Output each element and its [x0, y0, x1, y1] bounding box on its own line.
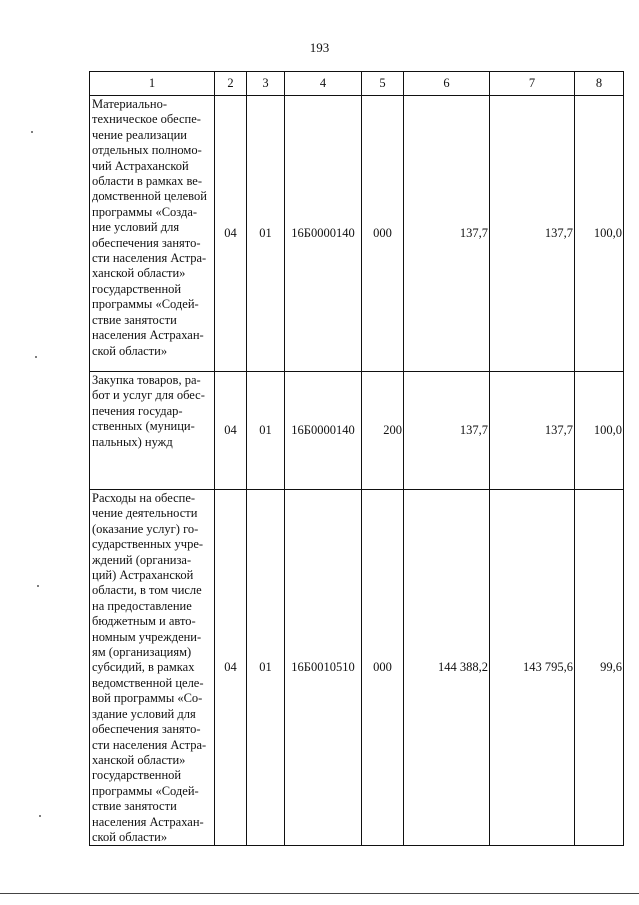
scan-speck	[35, 356, 37, 358]
page-number: 193	[309, 40, 330, 55]
budget-table	[89, 71, 624, 846]
header-row	[90, 72, 624, 96]
row-expense-type: 000	[362, 96, 404, 372]
header-col-4: 4	[285, 72, 362, 96]
header-col-3: 3	[247, 72, 285, 96]
table-body	[90, 96, 624, 846]
row-section: 04	[215, 490, 247, 846]
row-subsection: 01	[247, 372, 285, 490]
row-executed: 143 795,6	[490, 490, 575, 846]
table-row	[90, 96, 624, 372]
header-col-1: 1	[90, 72, 215, 96]
table-row	[90, 490, 624, 846]
header-col-5: 5	[362, 72, 404, 96]
row-subsection: 01	[247, 490, 285, 846]
scan-speck	[31, 131, 33, 133]
row-target-article: 16Б0000140	[285, 372, 362, 490]
row-section: 04	[215, 372, 247, 490]
row-executed: 137,7	[490, 372, 575, 490]
row-percent: 100,0	[575, 372, 624, 490]
row-planned: 137,7	[404, 372, 490, 490]
row-description: Закупка товаров, ра- бот и услуг для обес- печения государ- ственных (муници- пальных) нужд	[90, 372, 215, 490]
row-description: Расходы на обеспе- чение деятельности (оказание услуг) го- сударственных учре- ждений (организа- ций) Астраханской области, в том числе на предоставление бюджетным и авто- номным учреждени- ям (организациям) субсидий, в рамках ведомственной целе- вой программы «Со- здание условий для обеспечения занято- сти населения Астра- ханской области» государственной программы «Содей- ствие занятости населения Астрахан- ской области»	[90, 490, 215, 846]
row-planned: 144 388,2	[404, 490, 490, 846]
row-target-article: 16Б0000140	[285, 96, 362, 372]
row-target-article: 16Б0010510	[285, 490, 362, 846]
row-expense-type: 200	[362, 372, 404, 490]
row-section: 04	[215, 96, 247, 372]
scan-edge-line	[0, 893, 639, 894]
header-col-7: 7	[490, 72, 575, 96]
header-col-8: 8	[575, 72, 624, 96]
scan-speck	[39, 815, 41, 817]
table-row	[90, 372, 624, 490]
header-col-6: 6	[404, 72, 490, 96]
row-subsection: 01	[247, 96, 285, 372]
row-percent: 99,6	[575, 490, 624, 846]
scan-speck	[37, 585, 39, 587]
table-header	[90, 72, 624, 96]
header-col-2: 2	[215, 72, 247, 96]
row-planned: 137,7	[404, 96, 490, 372]
row-expense-type: 000	[362, 490, 404, 846]
row-percent: 100,0	[575, 96, 624, 372]
row-description: Материально- техническое обеспе- чение реализации отдельных полномо- чий Астраханской области в рамках ве- домственной целевой программы «Созда- ние условий для обеспечения занято- сти населения Астра- ханской области» государственной программы «Содей- ствие занятости населения Астрахан- ской области»	[90, 96, 215, 372]
row-executed: 137,7	[490, 96, 575, 372]
